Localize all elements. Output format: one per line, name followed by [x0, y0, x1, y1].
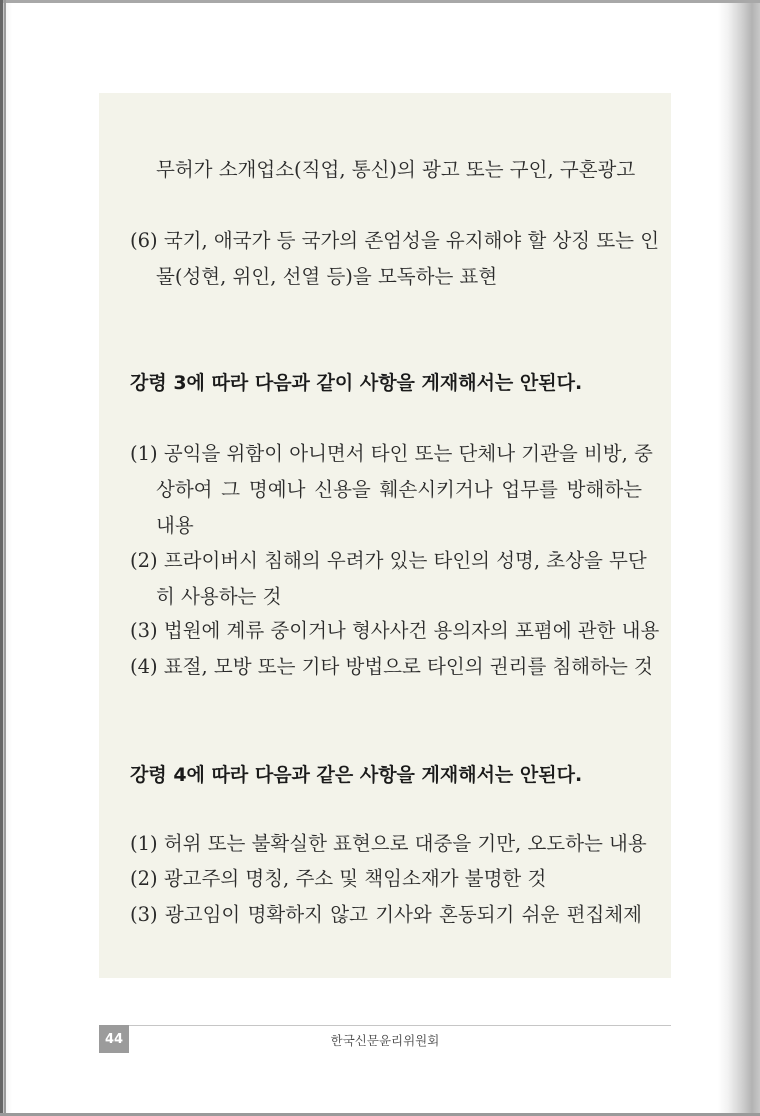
list-item-6-line-2: 물(성현, 위인, 선열 등)을 모독하는 표현: [156, 265, 498, 288]
s3-item-2-line-2: 히 사용하는 것: [156, 585, 282, 608]
footer-publisher: 한국신문윤리위원회: [330, 1033, 440, 1048]
body-line: 무허가 소개업소(직업, 통신)의 광고 또는 구인, 구혼광고: [156, 158, 636, 181]
s3-item-4: (4) 표절, 모방 또는 기타 방법으로 타인의 권리를 침해하는 것: [130, 655, 653, 678]
spine-edge: [0, 0, 3, 1116]
section-3-heading: 강령 3에 따라 다음과 같이 사항을 게재해서는 안된다.: [130, 372, 583, 394]
s3-item-1-line-3: 내용: [156, 514, 194, 537]
list-item-6-line-1: (6) 국기, 애국가 등 국가의 존엄성을 유지해야 할 상징 또는 인: [130, 229, 660, 252]
s3-item-3: (3) 법원에 계류 중이거나 형사사건 용의자의 포폄에 관한 내용: [130, 619, 660, 642]
s4-item-1: (1) 허위 또는 불확실한 표현으로 대중을 기만, 오도하는 내용: [130, 832, 647, 855]
s3-item-1-line-2: 상하여 그 명예나 신용을 훼손시키거나 업무를 방해하는: [156, 478, 642, 501]
s4-item-2: (2) 광고주의 명칭, 주소 및 책임소재가 불명한 것: [130, 867, 547, 890]
s4-item-3: (3) 광고임이 명확하지 않고 기사와 혼동되기 쉬운 편집체제: [130, 903, 642, 926]
page-top-edge: [0, 0, 760, 3]
page-number: 44: [99, 1025, 129, 1053]
s3-item-2-line-1: (2) 프라이버시 침해의 우려가 있는 타인의 성명, 초상을 무단: [130, 549, 647, 572]
section-4-heading: 강령 4에 따라 다음과 같은 사항을 게재해서는 안된다.: [130, 764, 583, 786]
s3-item-1-line-1: (1) 공익을 위함이 아니면서 타인 또는 단체나 기관을 비방, 중: [130, 442, 653, 465]
footer-rule: [99, 1025, 671, 1026]
spine-edge-inner: [4, 0, 6, 1116]
